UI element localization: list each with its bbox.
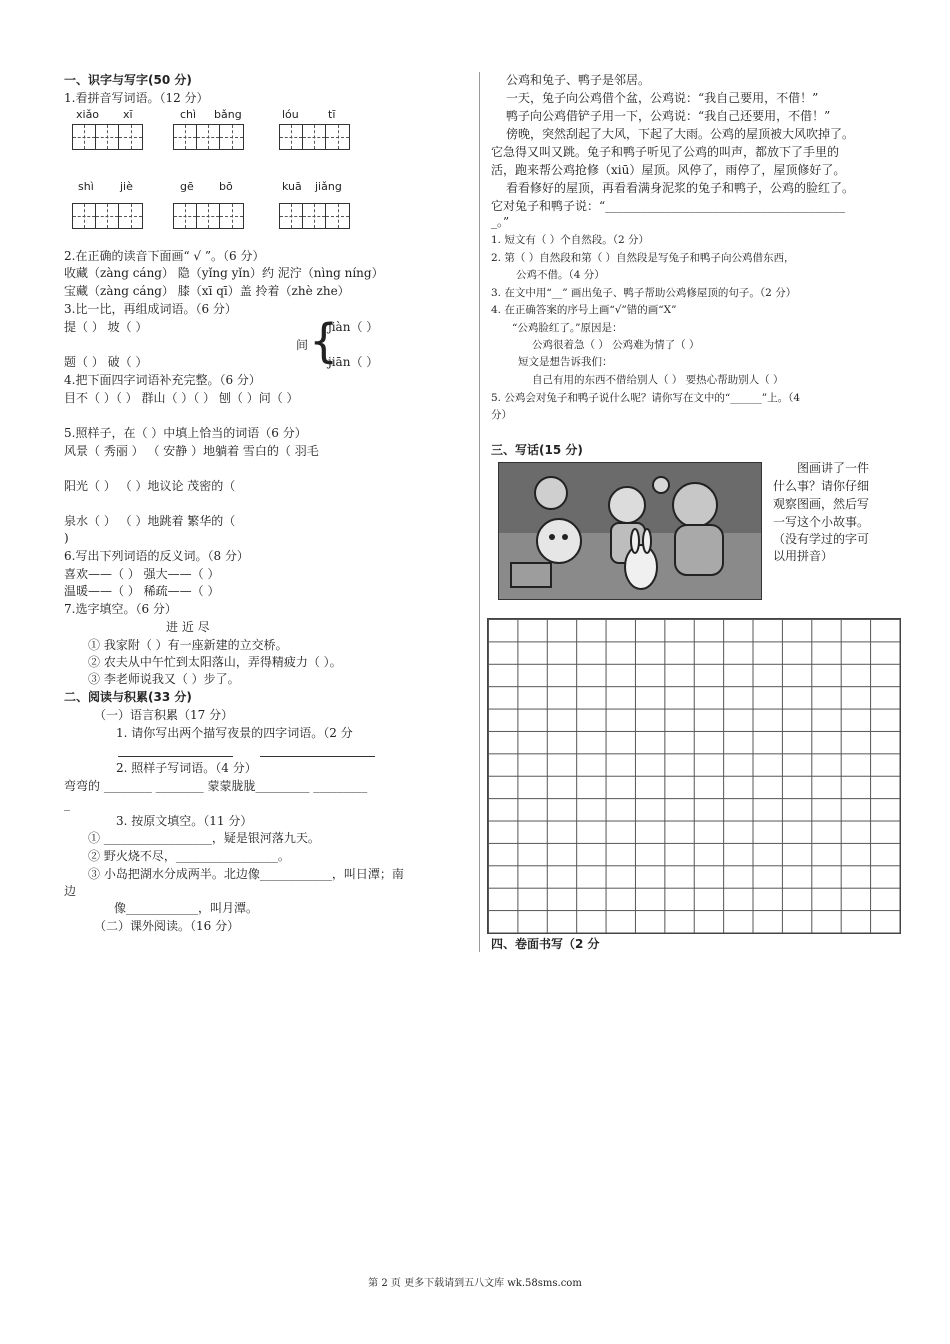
q4-line: 目不（ ）（ ） 群山（ ）（ ） 刨（ ）问（ ） xyxy=(64,391,299,405)
q3-jian-line: jiàn（ ） xyxy=(328,320,379,334)
tianzige-box[interactable] xyxy=(173,124,244,150)
story-question: 短文是想告诉我们： xyxy=(518,356,613,368)
q1-title: 1.看拼音写词语。（12 分） xyxy=(64,91,209,105)
section-4-title: 四、卷面书写（2 分 xyxy=(491,937,600,951)
subsection-title: （一）语言积累（17 分） xyxy=(94,708,234,722)
writing-prompt: 观察图画，然后写 xyxy=(773,497,870,511)
writing-grid[interactable] xyxy=(487,618,901,934)
r-question: 2. 照样子写词语。（4 分） xyxy=(116,761,257,775)
brace-icon: { xyxy=(309,314,339,368)
r-line: ① __________________，疑是银河落九天。 xyxy=(88,831,320,845)
tianzige-box[interactable] xyxy=(279,203,350,229)
pinyin: jiè xyxy=(120,180,133,193)
q5-line: 阳光（ ） （ ）地议论 茂密的（ xyxy=(64,479,236,493)
q2-line: 收藏（zàng cáng） 隐（yǐng yǐn）约 泥泞（nìng níng） xyxy=(64,266,384,280)
story-question: 公鸡不借。（4 分） xyxy=(516,269,605,281)
pinyin: bǎng xyxy=(214,108,242,121)
q7-line: ② 农夫从中午忙到太阳落山，弄得精疲力（ ）。 xyxy=(88,655,342,669)
q3-jian-line: jiān（ ） xyxy=(328,355,379,369)
r-line: ③ 小岛把湖水分成两半。北边像____________，叫日潭；南 xyxy=(88,867,404,881)
story-question: 4. 在正确答案的序号上画“√”错的画“X” xyxy=(491,304,677,316)
r-line: ② 野火烧不尽，_________________。 xyxy=(88,849,290,863)
story-line: _。” xyxy=(491,215,510,229)
writing-prompt: 以用拼音） xyxy=(773,549,834,563)
story-line: 活，跑来帮公鸡抢修（xiū）屋顶。风停了，雨停了，屋顶修好了。 xyxy=(491,163,846,177)
pinyin: tī xyxy=(328,108,336,121)
q6-line: 温暖——（ ） 稀疏——（ ） xyxy=(64,584,220,598)
answer-line[interactable] xyxy=(118,756,233,757)
story-question: 3. 在文中用“__” 画出兔子、鸭子帮助公鸡修屋顶的句子。（2 分） xyxy=(491,287,797,299)
q7-words: 进 近 尽 xyxy=(166,620,210,634)
q3-line: 提（ ） 坡（ ） xyxy=(64,320,148,334)
story-question: “公鸡脸红了。”原因是： xyxy=(512,322,623,334)
q3-line: 题（ ） 破（ ） xyxy=(64,355,148,369)
writing-prompt: 什么事？请你仔细 xyxy=(773,479,870,493)
story-question: 1. 短文有（ ）个自然段。（2 分） xyxy=(491,234,649,246)
q5-line: 泉水（ ） （ ）地跳着 繁华的（ xyxy=(64,514,236,528)
story-line: 公鸡和兔子、鸭子是邻居。 xyxy=(506,73,651,87)
story-line: 鸭子向公鸡借铲子用一下，公鸡说：“我自己还要用，不借！” xyxy=(506,109,831,123)
story-line: 一天，兔子向公鸡借个盆，公鸡说：“我自己要用，不借！” xyxy=(506,91,819,105)
q7-line: ③ 李老师说我又（ ）步了。 xyxy=(88,672,240,686)
answer-line[interactable] xyxy=(260,756,375,757)
story-question: 5. 公鸡会对兔子和鸭子说什么呢？请你写在文中的“______”上。（4 xyxy=(491,392,801,404)
q5-line: 风景（ 秀丽 ） （ 安静 ）地躺着 雪白的（ 羽毛 xyxy=(64,444,319,458)
q3-title: 3.比一比，再组成词语。（6 分） xyxy=(64,302,237,316)
story-question: 2. 第（ ）自然段和第（ ）自然段是写兔子和鸭子向公鸡借东西， xyxy=(491,252,795,264)
q6-title: 6.写出下列词语的反义词。（8 分） xyxy=(64,549,249,563)
subsection-title: （二）课外阅读。（16 分） xyxy=(94,919,240,933)
r-question: 3. 按原文填空。（11 分） xyxy=(116,814,253,828)
r-line: _ xyxy=(64,797,70,811)
story-picture xyxy=(498,462,762,600)
r-line: 边 xyxy=(64,884,77,898)
r-line: 弯弯的 ________ ________ 蒙蒙胧胧_________ _________ xyxy=(64,779,368,793)
r-question: 1. 请你写出两个描写夜景的四字词语。（2 分 xyxy=(116,726,353,740)
pinyin: xiǎo xyxy=(76,108,100,121)
writing-prompt: 图画讲了一件 xyxy=(797,461,870,475)
q5-title: 5.照样子，在（ ）中填上恰当的词语（6 分） xyxy=(64,426,307,440)
story-line: 它急得又叫又跳。兔子和鸭子听见了公鸡的叫声，都放下了手里的 xyxy=(491,145,840,159)
pinyin: lóu xyxy=(282,108,299,121)
tianzige-box[interactable] xyxy=(72,203,143,229)
story-question: 自己有用的东西不借给别人（ ） 要热心帮助别人（ ） xyxy=(532,374,784,386)
q7-line: ① 我家附（ ）有一座新建的立交桥。 xyxy=(88,638,288,652)
story-question: 公鸡很着急（ ） 公鸡难为情了（ ） xyxy=(532,339,700,351)
q5-line: ) xyxy=(64,531,69,545)
story-line: 傍晚，突然刮起了大风，下起了大雨。公鸡的屋顶被大风吹掉了。 xyxy=(506,127,855,141)
tianzige-box[interactable] xyxy=(279,124,350,150)
q4-title: 4.把下面四字词语补充完整。（6 分） xyxy=(64,373,261,387)
writing-prompt: 一写这个小故事。 xyxy=(773,515,870,529)
cartoon-illustration-icon xyxy=(499,463,761,599)
q2-line: 宝藏（zàng cáng） 膝（xī qī）盖 拎着（zhè zhe） xyxy=(64,284,350,298)
writing-prompt: （没有学过的字可 xyxy=(773,532,870,546)
q2-title: 2.在正确的读音下面画“ √ ”。（6 分） xyxy=(64,249,265,263)
story-line: 看看修好的屋顶，再看看满身泥浆的兔子和鸭子，公鸡的脸红了。 xyxy=(506,181,855,195)
q7-title: 7.选字填空。（6 分） xyxy=(64,602,177,616)
page-footer: 第 2 页 更多下载请到五八文库 wk.58sms.com xyxy=(368,1278,582,1289)
pinyin: chì xyxy=(180,108,197,121)
pinyin: bō xyxy=(219,180,233,193)
q3-jian-char: 间 xyxy=(296,338,309,352)
pinyin: gē xyxy=(180,180,194,193)
section-2-title: 二、阅读与积累(33 分) xyxy=(64,690,192,704)
r-line: 像____________，叫月潭。 xyxy=(114,901,259,915)
section-3-title: 三、写话(15 分) xyxy=(491,443,583,457)
tianzige-box[interactable] xyxy=(173,203,244,229)
section-1-title: 一、识字与写字(50 分) xyxy=(64,73,192,87)
story-question: 分） xyxy=(491,409,512,421)
pinyin: shì xyxy=(78,180,94,193)
pinyin: kuā xyxy=(282,180,302,193)
q6-line: 喜欢——（ ） 强大——（ ） xyxy=(64,567,220,581)
pinyin: xī xyxy=(123,108,133,121)
column-divider xyxy=(479,72,480,952)
pinyin: jiǎng xyxy=(315,180,342,193)
tianzige-box[interactable] xyxy=(72,124,143,150)
story-line: 它对兔子和鸭子说：“________________________________________ xyxy=(491,199,846,213)
